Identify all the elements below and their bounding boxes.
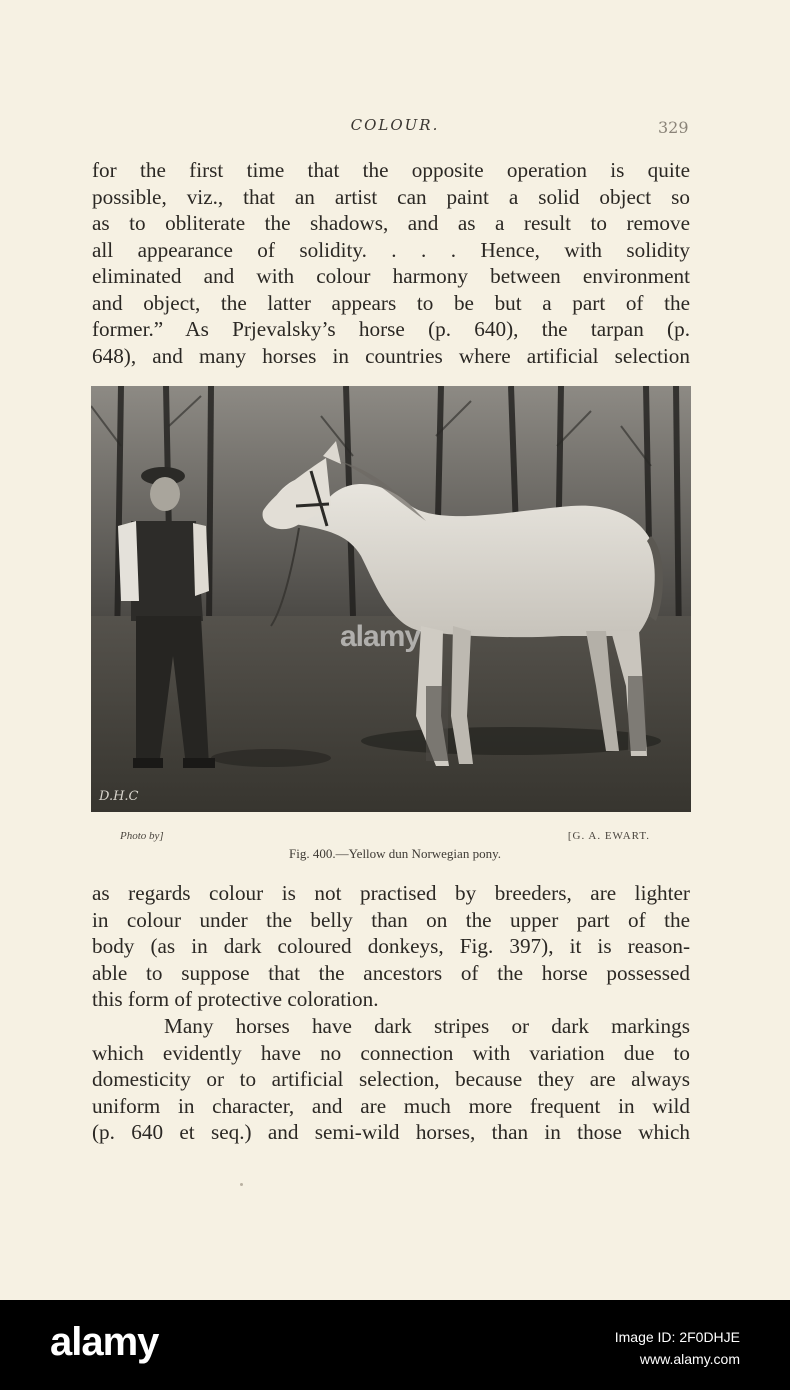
stock-banner bbox=[0, 1300, 790, 1390]
text-line: as to obliterate the shadows, and as a result to remove bbox=[92, 211, 690, 235]
photo-illustration bbox=[91, 386, 691, 812]
text-line: for the first time that the opposite operation is quite bbox=[92, 158, 690, 182]
paragraph-top bbox=[92, 157, 690, 369]
photo-credit-label: Photo by] bbox=[120, 830, 164, 842]
image-id-block bbox=[615, 1326, 740, 1370]
horse-photograph bbox=[91, 386, 691, 812]
site-url: www.alamy.com bbox=[639, 1351, 740, 1367]
text-line: former.” As Prjevalsky’s horse (p. 640), the tarpan (p. bbox=[92, 317, 690, 341]
alamy-logo: alamy bbox=[50, 1320, 159, 1364]
text-line: domesticity or to artificial selection, because they are always bbox=[92, 1067, 690, 1091]
text-line: able to suppose that the ancestors of the horse possessed bbox=[92, 960, 690, 985]
text-line: possible, viz., that an artist can paint a solid object so bbox=[92, 184, 690, 209]
page-number: 329 bbox=[658, 118, 689, 137]
paragraph-next bbox=[92, 1013, 690, 1146]
figure-caption: Fig. 400.—Yellow dun Norwegian pony. bbox=[289, 846, 501, 861]
watermark-text: alamy bbox=[340, 620, 421, 653]
photographer-credit: [G. A. EWART. bbox=[567, 830, 650, 842]
paragraph-bottom bbox=[92, 880, 690, 1013]
text-line: body (as in dark coloured donkeys, Fig. 397), it is reason- bbox=[92, 934, 690, 958]
text-line: in colour under the belly than on the upper part of the bbox=[92, 907, 690, 932]
text-line: Many horses have dark stripes or dark markings bbox=[164, 1014, 690, 1038]
page-speck bbox=[240, 1183, 243, 1186]
text-line: all appearance of solidity. . . . Hence, with solidity bbox=[92, 237, 690, 262]
text-line: eliminated and with colour harmony between environment bbox=[92, 264, 690, 288]
text-line: 648), and many horses in countries where artificial selection bbox=[92, 343, 690, 368]
text-line: this form of protective coloration. bbox=[92, 987, 379, 1011]
text-line: which evidently have no connection with variation due to bbox=[92, 1040, 690, 1065]
text-line: (p. 640 et seq.) and semi-wild horses, than in those which bbox=[92, 1120, 690, 1144]
text-line: uniform in character, and are much more frequent in wild bbox=[92, 1093, 690, 1118]
photo-signature: D.H.C bbox=[99, 789, 139, 804]
text-line: and object, the latter appears to be but a part of the bbox=[92, 290, 690, 315]
text-line: as regards colour is not practised by breeders, are lighter bbox=[92, 881, 690, 905]
image-id: Image ID: 2F0DHJE bbox=[614, 1329, 740, 1345]
running-title: COLOUR. bbox=[350, 116, 440, 134]
